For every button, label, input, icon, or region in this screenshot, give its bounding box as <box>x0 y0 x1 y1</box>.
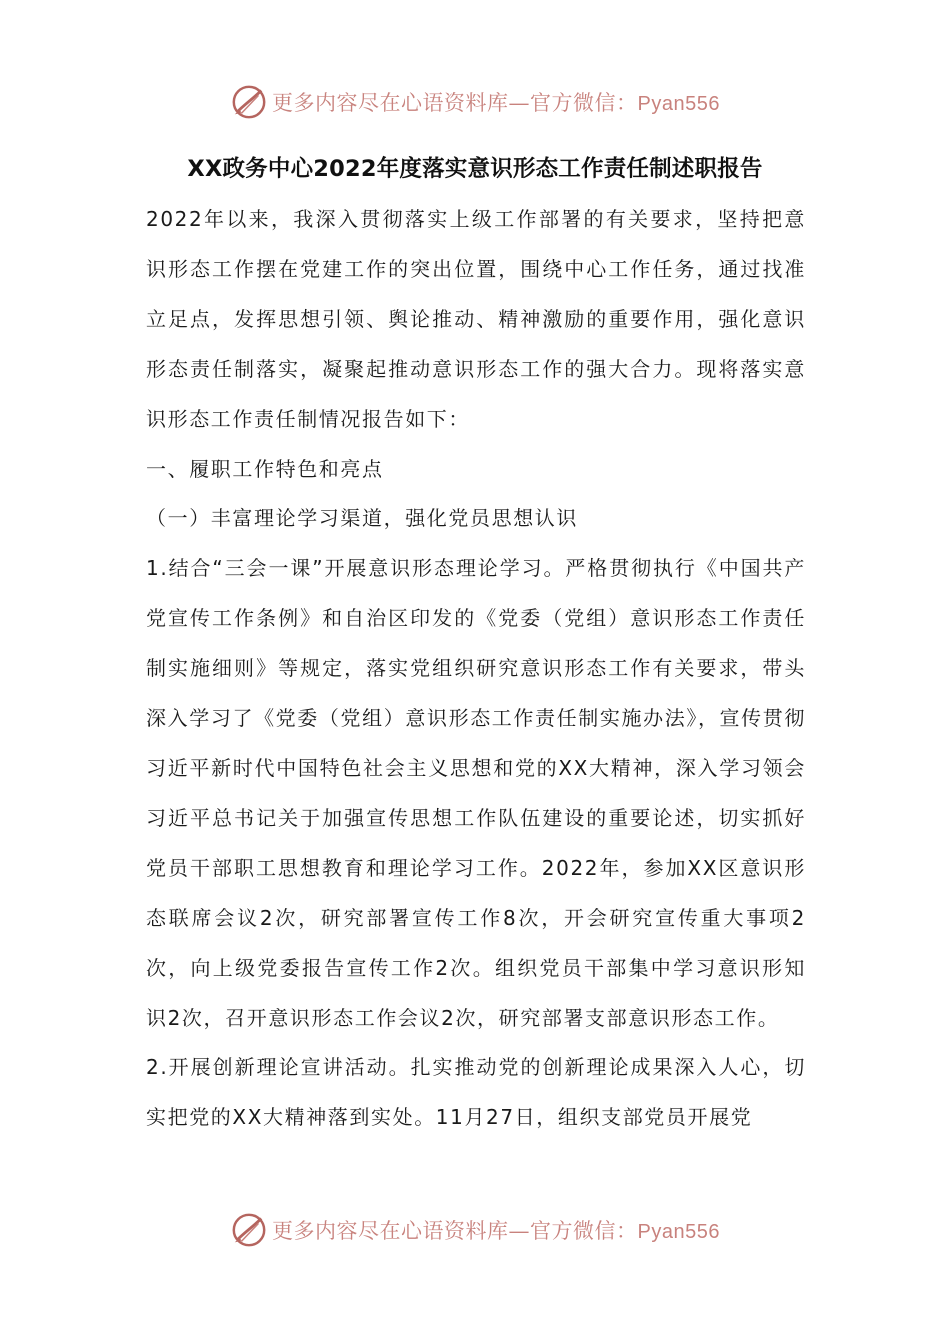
watermark-prefix: 更多内容尽在心语资料库—官方微信： <box>272 91 638 115</box>
watermark-text <box>272 87 720 117</box>
document-title: XX政务中心2022年度落实意识形态工作责任制述职报告 <box>187 156 763 182</box>
intro-paragraph: 2022年以来，我深入贯彻落实上级工作部署的有关要求，坚持把意识形态工作摆在党建工作的突出位置，围绕中心工作任务，通过找准立足点，发挥思想引领、舆论推动、精神激励的重要作用，强化意识形态责任制落实，凝聚起推动意识形态工作的强大合力。现将落实意识形态工作责任制情况报告如下： <box>146 207 806 431</box>
body-paragraph: 2.开展创新理论宣讲活动。扎实推动党的创新理论成果深入人心，切实把党的XX大精神落到实处。11月27日，组织支部党员开展党 <box>146 1055 806 1130</box>
pen-logo-icon <box>230 83 268 121</box>
subsection-heading: （一）丰富理论学习渠道，强化党员思想认识 <box>146 506 578 531</box>
document-body <box>146 195 806 1143</box>
body-paragraph: 1.结合“三会一课”开展意识形态理论学习。严格贯彻执行《中国共产党宣传工作条例》和自治区印发的《党委（党组）意识形态工作责任制实施细则》等规定，落实党组织研究意识形态工作有关要求，带头深入学习了《党委（党组）意识形态工作责任制实施办法》，宣传贯彻习近平新时代中国特色社会主义思想和党的XX大精神，深入学习领会习近平总书记关于加强宣传思想工作队伍建设的重要论述，切实抓好党员干部职工思想教育和理论学习工作。2022年，参加XX区意识形态联席会议2次，研究部署宣传工作8次，开会研究宣传重大事项2次，向上级党委报告宣传工作2次。组织党员干部集中学习意识形知识2次，召开意识形态工作会议2次，研究部署支部意识形态工作。 <box>146 556 806 1030</box>
header-watermark <box>0 82 950 122</box>
footer-watermark <box>0 1210 950 1250</box>
watermark-prefix: 更多内容尽在心语资料库—官方微信： <box>272 1219 638 1243</box>
section-heading: 一、履职工作特色和亮点 <box>146 456 384 481</box>
pen-logo-icon <box>230 1211 268 1249</box>
watermark-text <box>272 1215 720 1245</box>
watermark-wechat-id: Pyan556 <box>637 93 720 115</box>
watermark-wechat-id: Pyan556 <box>637 1221 720 1243</box>
